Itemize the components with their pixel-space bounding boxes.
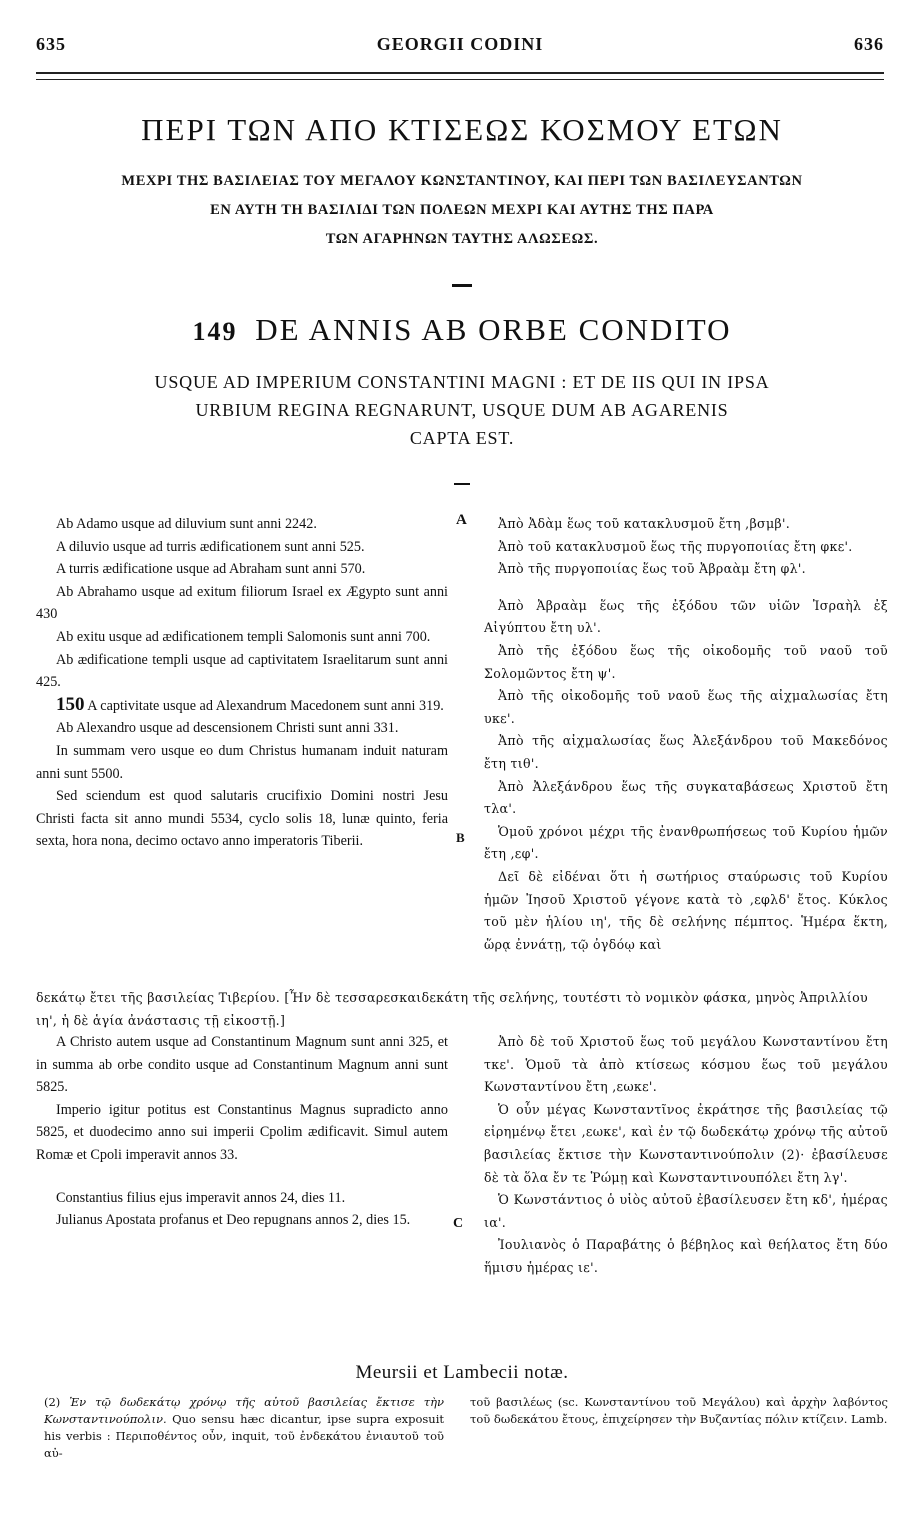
greek-paragraph: Ἀπὸ δὲ τοῦ Χριστοῦ ἕως τοῦ μεγάλου Κωνσταντίνου ἔτη τκε'. Ὁμοῦ τὰ ἀπὸ κτίσεως κόσμου ἕως τοῦ μεγάλου Κωνσταντίνου ἔτη ,εωκε'. [484,1034,888,1095]
greek-paragraph: Ἀπὸ τῆς αἰχμαλωσίας ἕως Ἀλεξάνδρου τοῦ Μακεδόνος ἔτη τιθ'. [484,733,888,771]
latin-paragraph: Ab Alexandro usque ad descensionem Christi sunt anni 331. [56,720,399,737]
margin-marker-c: C [453,1216,464,1231]
greek-title: ΠΕΡΙ ΤΩΝ ΑΠΟ ΚΤΙΣΕΩΣ ΚΟΣΜΟΥ ΕΤΩΝ [141,112,783,147]
latin-paragraph: Sed sciendum est quod salutaris crucifixio Domini nostri Jesu Christi facta sit anno mundi 5534, cyclo solis 18, lunæ quinto, feria sexta, hora nona, decimo octavo anno imperatoris Tiberii. [36,788,448,850]
note-right-column: τοῦ βασιλέως (sc. Κωνσταντίνου τοῦ Μεγάλου) καὶ ἀρχὴν λαβόντος τοῦ δωδεκάτου ἔτους, ἐπιχείρησεν τὴν Βυζαντίας πόλιν κτίζειν. Lamb. [470,1395,888,1426]
greek-subtitle [80,167,844,254]
full-width-greek-line: δεκάτῳ ἔτει τῆς βασιλείας Τιβερίου. [Ἦν δὲ τεσσαρεσκαιδεκάτη τῆς σελήνης, τουτέστι τὸ νομικὸν φάσκα, μηνὸς Ἀπριλλίου ιη', ἡ δὲ ἁγία ἀνάστασις τῇ εἰκοστῇ.] [36,990,868,1028]
latin-subtitle [90,368,834,452]
latin-paragraph: A Christo autem usque ad Constantinum Magnum sunt anni 325, et in summa ab orbe condito usque ad Constantinum Magnum anni sunt 5825. [36,1034,448,1096]
section-dash [452,284,472,287]
header-rule-thin [36,79,884,80]
latin-paragraph-text: A captivitate usque ad Alexandrum Macedonem sunt anni 319. [87,697,444,714]
page-number-left: 635 [36,34,66,54]
header-rule [36,72,884,74]
latin-subtitle-line: CAPTA EST. [409,428,515,448]
latin-column [36,513,448,853]
latin-subtitle-line: USQUE AD IMPERIUM CONSTANTINI MAGNI : ET DE IIS QUI IN IPSA [154,372,770,392]
section-dash [454,483,470,485]
margin-marker-b: B [456,830,465,845]
greek-paragraph: Ἀπὸ τῆς οἰκοδομῆς τοῦ ναοῦ ἕως τῆς αἰχμαλωσίας ἔτη υκε'. [484,688,888,726]
greek-paragraph: Ἰουλιανὸς ὁ Παραβάτης ὁ βέβηλος καὶ θεήλατος ἔτη δύο ἥμισυ ἡμέρας ιε'. [484,1237,888,1275]
greek-paragraph: Ἀπὸ τῆς πυργοποιίας ἕως τοῦ Ἀβραὰμ ἔτη φλ'. [498,561,806,577]
greek-paragraph: Ὁ Κωνστάντιος ὁ υἱὸς αὐτοῦ ἐβασίλευσεν ἔτη κδ', ἡμέρας ια'. [484,1192,888,1230]
latin-column-lower [36,1031,448,1232]
latin-paragraph: In summam vero usque eo dum Christus humanam induit naturam anni sunt 5500. [36,742,448,782]
margin-marker-a: A [456,512,467,528]
notes-heading: Meursii et Lambecii notæ. [355,1362,569,1383]
greek-paragraph: Ἀπὸ Ἀλεξάνδρου ἕως τῆς συγκαταβάσεως Χριστοῦ ἔτη τλα'. [484,778,888,817]
note-text: Quo sensu hæc dicantur, ipse supra exposuit his verbis : Περιποθέντος οὖν, inquit, τοῦ ἐνδεκάτου ἐνιαυτοῦ τοῦ αὐ- [44,1412,444,1460]
page-number-right: 636 [854,34,884,54]
note-quotation: Ἐν τῷ δωδεκάτῳ χρόνῳ τῆς αὐτοῦ βασιλείας ἔκτισε τὴν Κωνσταντινούπολιν. [44,1395,445,1426]
latin-paragraph: Ab Abrahamo usque ad exitum filiorum Israel ex Ægypto sunt anni 430 [36,583,448,623]
greek-paragraph: Ἀπὸ Ἀδὰμ ἕως τοῦ κατακλυσμοῦ ἔτη ,βσμβ'. [498,516,791,531]
latin-subtitle-line: URBIUM REGINA REGNARUNT, USQUE DUM AB AGARENIS [195,400,729,420]
section-number: 149 [192,317,238,346]
note-label: (2) [44,1395,61,1409]
latin-paragraph: A diluvio usque ad turris ædificationem sunt anni 525. [56,538,365,555]
greek-subtitle-line: ΕΝ ΑΥΤΗ ΤΗ ΒΑΣΙΛΙΔΙ ΤΩΝ ΠΟΛΕΩΝ ΜΕΧΡΙ ΚΑΙ ΑΥΤΗΣ ΤΗΣ ΠΑΡΑ [210,202,714,218]
greek-subtitle-line: ΜΕΧΡΙ ΤΗΣ ΒΑΣΙΛΕΙΑΣ ΤΟΥ ΜΕΓΑΛΟΥ ΚΩΝΣΤΑΝΤΙΝΟΥ, ΚΑΙ ΠΕΡΙ ΤΩΝ ΒΑΣΙΛΕΥΣΑΝΤΩΝ [121,173,803,189]
latin-paragraph: Julianus Apostata profanus et Deo repugnans annos 2, dies 15. [56,1212,411,1229]
latin-paragraph: Ab ædificatione templi usque ad captivitatem Israelitarum sunt anni 425. [36,651,448,691]
greek-column-lower [484,1031,888,1280]
running-title: GEORGII CODINI [376,34,544,54]
latin-paragraph [36,694,448,718]
greek-paragraph: Ὁ οὖν μέγας Κωνσταντῖνος ἐκράτησε τῆς βασιλείας τῷ εἰρημένῳ ἔτει ,εωκε', καὶ ἐν τῷ δωδεκάτῳ χρόνῳ τῆς αὐτοῦ βασιλείας ἔκτισε τὴν Κωνσταντινούπολιν (2)· ἐβασίλευσε δὲ τὰ ὅλα ἔν τε Ῥώμῃ καὶ Κωνσταντινουπόλει ἔτη λγ'. [484,1101,888,1185]
greek-paragraph: Ἀπὸ τοῦ κατακλυσμοῦ ἕως τῆς πυργοποιίας ἔτη φκε'. [498,538,853,554]
greek-subtitle-line: ΤΩΝ ΑΓΑΡΗΝΩΝ ΤΑΥΤΗΣ ΑΛΩΣΕΩΣ. [325,231,599,247]
latin-title-text: DE ANNIS AB ORBE CONDITO [255,312,732,347]
greek-paragraph: Ἀπὸ τῆς ἐξόδου ἕως τῆς οἰκοδομῆς τοῦ ναοῦ τοῦ Σολομῶντος ἔτη ψ'. [484,642,888,681]
latin-paragraph: Constantius filius ejus imperavit annos 24, dies 11. [56,1189,346,1206]
section-number-150: 150 [56,693,85,715]
greek-column [484,513,888,956]
running-header [36,34,884,56]
latin-paragraph: A turris ædificatione usque ad Abraham sunt anni 570. [56,561,366,578]
greek-paragraph: Ἀπὸ Ἀβραὰμ ἕως τῆς ἐξόδου τῶν υἱῶν Ἰσραὴλ ἐξ Αἰγύπτου ἔτη υλ'. [484,597,888,636]
latin-paragraph: Ab exitu usque ad ædificationem templi Salomonis sunt anni 700. [56,628,431,645]
latin-paragraph: Imperio igitur potitus est Constantinus Magnus supradicto anno 5825, et duodecimo anno sui imperii Cpolim ædificavit. Simul autem Romæ et Cpoli imperavit annos 33. [36,1101,448,1163]
latin-paragraph: Ab Adamo usque ad diluvium sunt anni 2242. [56,516,317,532]
greek-paragraph: Δεῖ δὲ εἰδέναι ὅτι ἡ σωτήριος σταύρωσις τοῦ Κυρίου ἡμῶν Ἰησοῦ Χριστοῦ γέγονε κατὰ τὸ ,εφλδ' ἔτος. Κύκλος τοῦ μὲν ἡλίου ιη', τῆς δὲ σελήνης πέμπτος. Ἡμέρα ἕκτη, ὥρᾳ ἐννάτῃ, τῷ ὀγδόῳ καὶ [484,868,888,952]
greek-paragraph: Ὁμοῦ χρόνοι μέχρι τῆς ἐνανθρωπήσεως τοῦ Κυρίου ἡμῶν ἔτη ,εφ'. [484,823,888,862]
latin-title [0,312,924,348]
note-left-column [44,1394,444,1462]
